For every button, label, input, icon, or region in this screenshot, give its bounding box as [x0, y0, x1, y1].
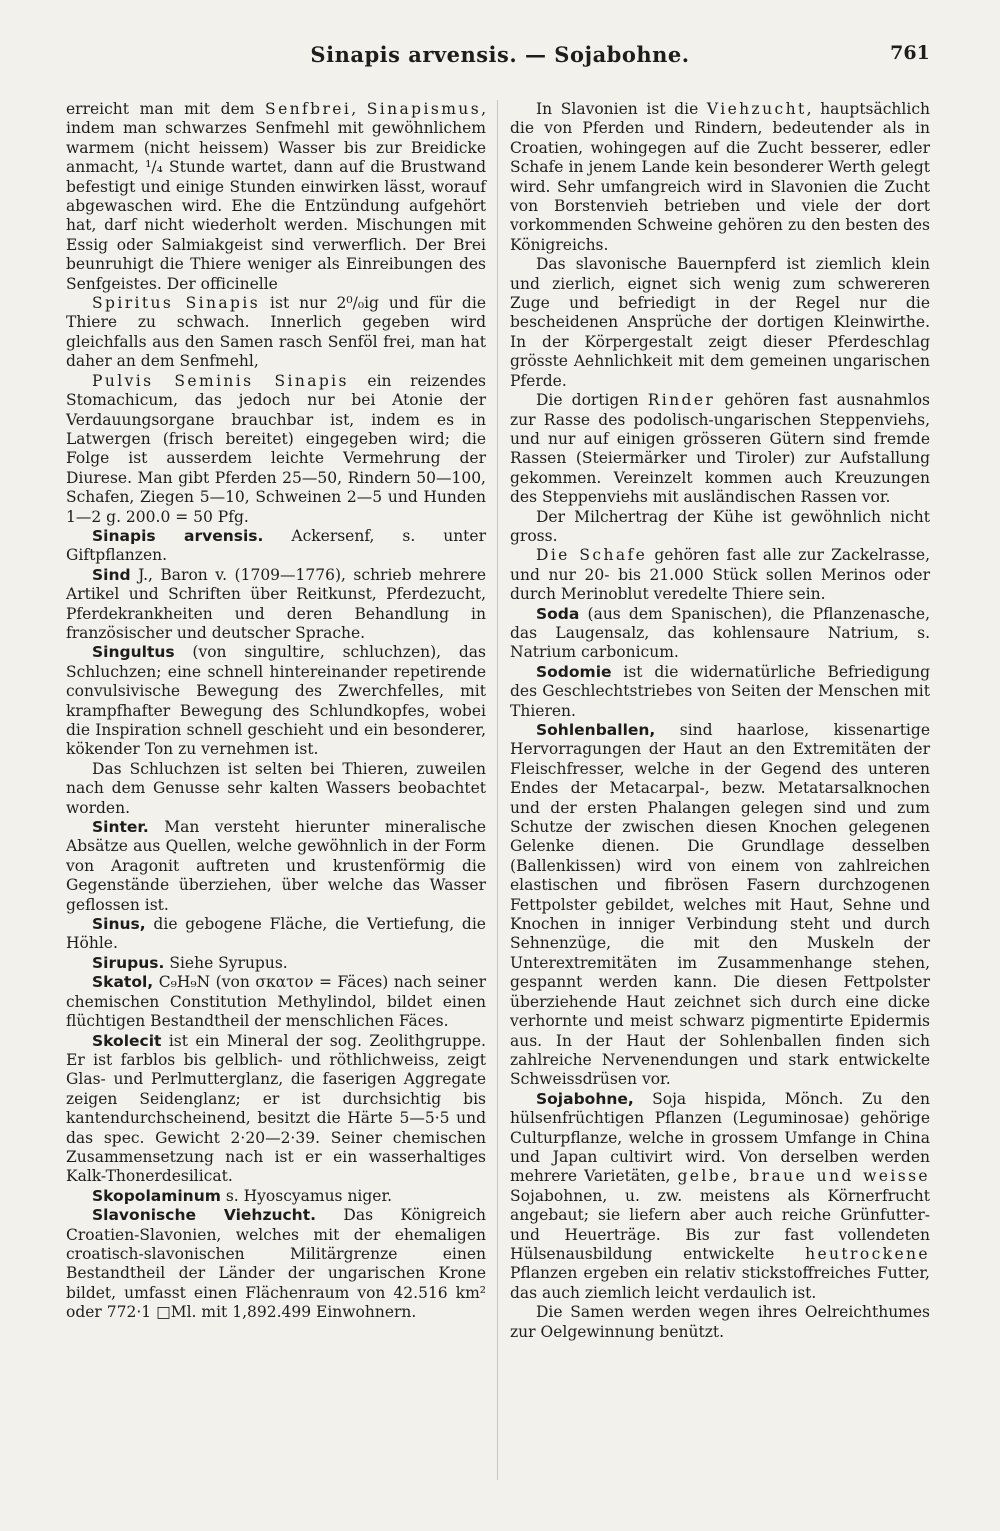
entry-term: Singultus: [92, 643, 175, 662]
running-title: Sinapis arvensis. — Sojabohne.: [310, 42, 690, 67]
entry-term: Sojabohne,: [536, 1089, 634, 1108]
entry-term: Sinus,: [92, 915, 146, 934]
page-number: 761: [890, 42, 930, 64]
singultus-paragraph-2: Das Schluchzen ist selten bei Thieren, zuweilen nach dem Genusse sehr kalten Wassers beobachtet worden.: [66, 759, 486, 817]
schafe-paragraph: Die Schafe gehören fast alle zur Zackelrasse, und nur 20- bis 21.000 Stück sollen Merinos oder durch Merinoblut veredelte Thiere sein.: [510, 546, 931, 604]
entry-skopolaminum: Skopolaminum s. Hyoscyamus niger.: [92, 1186, 393, 1205]
entry-sinus: Sinus, die gebogene Fläche, die Vertiefung, die Höhle.: [66, 915, 486, 953]
milchertrag-paragraph: Der Milchertrag der Kühe ist gewöhnlich nicht gross.: [510, 507, 930, 545]
senf-continuation: erreicht man mit dem Senfbrei, Sinapismus, indem man schwarzes Senfmehl mit gewöhnlichem warmem (nicht heissem) Wasser bis zur Breidicke anmacht, ¹/₄ Stunde wartet, dann auf die Brustwand befestigt und einige Stunden einwirken lässt, worauf abgewaschen wird. Ehe die Entzündung aufgehört hat, darf nicht wiederholt werden. Mischungen mit Essig oder Salmiakgeist sind verwerflich. Der Brei beunruhigt die Thiere weniger als Einreibungen des Senfgeistes. Der officinelle: [66, 100, 486, 293]
entry-skatol: Skatol, C₉H₉N (von σκατον = Fäces) nach seiner chemischen Constitution Methylindol, bildet einen flüchtigen Bestandtheil der menschlichen Fäces.: [66, 973, 486, 1031]
entry-term: Skatol,: [92, 973, 154, 992]
entry-term: Slavonische Viehzucht.: [92, 1206, 317, 1225]
spiritus-paragraph: Spiritus Sinapis ist nur 2⁰/₀ig und für die Thiere zu schwach. Innerlich gegeben wird gleichfalls aus den Samen rasch Senföl frei, man hat daher an dem Senfmehl,: [66, 294, 486, 371]
entry-sinapis-arvensis: Sinapis arvensis. Ackersenf, s. unter Giftpflanzen.: [66, 526, 486, 565]
entry-sodomie: Sodomie ist die widernatürliche Befriedigung des Geschlechtstriebes von Seiten der Menschen mit Thieren.: [510, 662, 930, 720]
entry-term: Sinapis arvensis.: [92, 526, 264, 545]
sojabohne-paragraph-2: Die Samen werden wegen ihres Oelreichthumes zur Oelgewinnung benützt.: [510, 1303, 930, 1341]
rinder-paragraph: Die dortigen Rinder gehören fast ausnahmlos zur Rasse des podolisch-ungarischen Steppenviehs, und nur auf einigen grösseren Gütern sind fremde Rassen (Steiermärker und Tiroler) zur Aufstallung gekommen. Vereinzelt kommen auch Kreuzungen des Steppenviehs mit ausländischen Rassen vor.: [510, 391, 930, 507]
entry-term: Sind: [92, 565, 131, 584]
entry-sojabohne: Sojabohne, Soja hispida, Mönch. Zu den hülsenfrüchtigen Pflanzen (Leguminosae) gehörige Culturpflanze, welche in grossem Umfange in China und Japan cultivirt wird. Von derselben werden mehrere Varietäten, gelbe, braue und weisse Sojabohnen, u. zw. meistens als Körnerfrucht angebaut; sie liefern aber auch reiche Grünfutter- und Heuerträge. Bis zur fast vollendeten Hülsenausbildung entwickelte heutrockene Pflanzen ergeben ein relativ stickstoffreiches Futter, das auch ziemlich leicht verdaulich ist.: [510, 1089, 930, 1302]
pulvis-paragraph: Pulvis Seminis Sinapis ein reizendes Stomachicum, das jedoch nur bei Atonie der Verdauungsorgane brauchbar ist, indem es in Latwergen (frisch bereitet) eingegeben wird; die Folge ist ausserdem leichte Vermehrung der Diurese. Man gibt Pferden 25—50, Rindern 50—100, Schafen, Ziegen 5—10, Schweinen 2—5 und Hunden 1—2 g. 200.0 = 50 Pfg.: [66, 371, 486, 526]
entry-term: Sinter.: [92, 818, 149, 837]
entry-term: Sodomie: [536, 662, 612, 681]
entry-singultus: Singultus (von singultire, schluchzen), das Schluchzen; eine schnell hintereinander repetirende convulsivische Bewegung des Zwerchfelles, mit krampfhafter Bewegung des Schlundkopfes, wobei die Inspiration schnell geschieht und ein besonderer, kökender Ton zu vernehmen ist.: [66, 643, 486, 759]
entry-sohlenballen: Sohlenballen, sind haarlose, kissenartige Hervorragungen der Haut an den Extremitäten der Fleischfresser, welche in der Gegend des unteren Endes der Metacarpal-, bezw. Metatarsalknochen und der ersten Phalangen gelegen sind und zum Schutze der zwischen diesen Knochen gelegenen Gelenke dienen. Die Grundlage desselben (Ballenkissen) wird von einem von zahlreichen elastischen und fibrösen Fasern durchzogenen Fettpolster gebildet, welches mit Haut, Sehne und Knochen in inniger Verbindung steht und durch Sehnenzüge, die mit den Muskeln der Unterextremitäten im Zusammenhange stehen, gespannt werden kann. Die diesen Fettpolster überziehende Haut zeichnet sich durch eine dicke verhornte und meist schwarz pigmentirte Epidermis aus. In der Haut der Sohlenballen finden sich zahlreiche Nervenendungen und stark entwickelte Schweissdrüsen vor.: [510, 721, 930, 1089]
entry-sind: Sind J., Baron v. (1709—1776), schrieb mehrere Artikel und Schriften über Reitkunst, Pferdezucht, Pferdekrankheiten und deren Behandlung in französischer und deutscher Sprache.: [66, 565, 486, 642]
entry-skolecit: Skolecit ist ein Mineral der sog. Zeolithgruppe. Er ist farblos bis gelblich- und röthlichweiss, zeigt Glas- und Perlmutterglanz, die faserigen Aggregate zeigen Seidenglanz; er ist durchsichtig bis kantendurchscheinend, besitzt die Härte 5—5·5 und das spec. Gewicht 2·20—2·39. Seiner chemischen Zusammensetzung nach ist er ein wasserhaltiges Kalk-Thonerdesilicat.: [66, 1031, 486, 1186]
entry-sirupus: Sirupus. Siehe Syrupus.: [92, 953, 288, 972]
bauernpferd-paragraph: Das slavonische Bauernpferd ist ziemlich klein und zierlich, eignet sich wenig zum schwereren Zuge und befriedigt in der Regel nur die bescheidenen Ansprüche der dortigen Kleinwirthe. In der Körpergestalt zeigt dieser Pferdeschlag grösste Aehnlichkeit mit dem gemeinen ungarischen Pferde.: [510, 255, 930, 390]
entry-term: Soda: [536, 604, 580, 623]
entry-slavonische-viehzucht: Slavonische Viehzucht. Das Königreich Croatien-Slavonien, welches mit der ehemaligen croatisch-slavonischen Militärgrenze einen Bestandtheil der Länder der ungarischen Krone bildet, umfasst einen Flächenraum von 42.516 km² oder 772·1 □Ml. mit 1,892.499 Einwohnern.: [66, 1206, 486, 1322]
slavonia-viehzucht-paragraph: In Slavonien ist die Viehzucht, hauptsächlich die von Pferden und Rindern, bedeutender als in Croatien, wohingegen auf die Zucht besserer, edler Schafe in jenem Lande kein besonderer Werth gelegt wird. Sehr umfangreich wird in Slavonien die Zucht von Borstenvieh betrieben und viele der dort vorkommenden Schweine gehören zu den besten des Königreichs.: [510, 100, 930, 254]
entry-term: Skolecit: [92, 1031, 162, 1050]
column-divider: [497, 100, 498, 1480]
page-header: [0, 42, 1000, 82]
right-column: [510, 100, 930, 1342]
entry-term: Sirupus.: [92, 953, 165, 972]
entry-sinter: Sinter. Man versteht hierunter mineralische Absätze aus Quellen, welche gewöhnlich in der Form von Aragonit auftreten und krustenförmig die Gegenstände überziehen, über welche das Wasser geflossen ist.: [66, 818, 486, 914]
entry-term: Sohlenballen,: [536, 721, 656, 739]
left-column: [66, 100, 486, 1323]
entry-soda: Soda (aus dem Spanischen), die Pflanzenasche, das Laugensalz, das kohlensaure Natrium, s. Natrium carbonicum.: [510, 604, 930, 662]
entry-term: Skopolaminum: [92, 1186, 221, 1205]
